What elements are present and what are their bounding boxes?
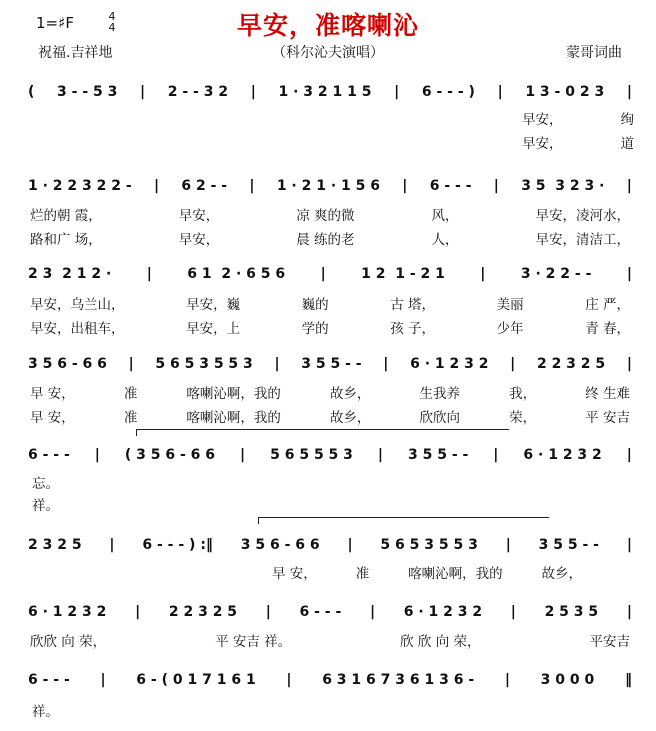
lyric-word: 道 bbox=[620, 136, 634, 152]
barline: | bbox=[626, 266, 632, 282]
barline: | bbox=[135, 604, 141, 620]
lyric-word: 古 塔， bbox=[390, 297, 436, 313]
barline: | bbox=[377, 447, 384, 463]
note-group: 6 1 2 · 6 5 6 bbox=[187, 266, 286, 282]
lyric-word: 早安， bbox=[522, 136, 563, 152]
lyric-word: 风， bbox=[431, 208, 459, 224]
note-group: 6 - - - ) bbox=[421, 84, 475, 100]
barline: | bbox=[626, 537, 632, 553]
notation-line-6 bbox=[28, 537, 632, 553]
lyric-word: 巍的 bbox=[301, 297, 329, 313]
lyric-word: 早安， bbox=[522, 112, 563, 128]
lyric-word: 平安吉 bbox=[589, 634, 630, 650]
barline: | bbox=[140, 84, 146, 100]
lyric-word: 早安，巍 bbox=[186, 297, 241, 313]
note-group: 6 2 - - bbox=[181, 178, 228, 194]
lyric-word: 祥。 bbox=[32, 498, 59, 514]
lyric-line-5-2 bbox=[32, 494, 59, 514]
lyric-word: 早安，乌兰山， bbox=[30, 297, 125, 313]
note-group: 6 - ( 0 1 7 1 6 1 bbox=[136, 672, 256, 688]
lyric-word: 早安，上 bbox=[186, 321, 241, 337]
lyric-line-1-1 bbox=[522, 108, 634, 128]
barline: | bbox=[109, 537, 115, 553]
lyric-word: 我， bbox=[509, 386, 537, 402]
barline: | bbox=[626, 178, 632, 194]
lyric-line-2-1 bbox=[30, 204, 630, 224]
key-signature: 1=♯F bbox=[36, 14, 74, 32]
note-group: 3 5 5 - - bbox=[538, 537, 599, 553]
lyric-word: 早安，出租车， bbox=[30, 321, 125, 337]
volta-bracket-1 bbox=[136, 429, 509, 436]
note-group: 5 6 5 3 5 5 3 bbox=[155, 356, 253, 372]
barline: | bbox=[497, 84, 503, 100]
barline: | bbox=[265, 604, 271, 620]
barline: | bbox=[626, 356, 632, 372]
lyric-word: 孩 子， bbox=[390, 321, 436, 337]
lyric-word: 生我养 bbox=[419, 386, 461, 402]
note-group: 6 3 1 6 7 3 6 1 3 6 - bbox=[322, 672, 475, 688]
lyric-word: 平 安吉 bbox=[585, 410, 630, 426]
lyric-word: 路和广 场， bbox=[30, 232, 102, 248]
note-group: 5 6 5 3 5 5 3 bbox=[380, 537, 478, 553]
notation-line-3 bbox=[28, 266, 632, 282]
lyric-word: 早 安， bbox=[272, 566, 317, 582]
notation-line-7 bbox=[28, 604, 632, 620]
lyric-line-3-2 bbox=[30, 317, 630, 337]
lyric-line-3-1 bbox=[30, 293, 630, 313]
subtitle: 祝福.吉祥地 bbox=[38, 45, 113, 61]
lyric-word: 准 bbox=[355, 566, 370, 582]
song-title: 早安，准喀喇沁 bbox=[236, 11, 419, 40]
note-group: 2 5 3 5 bbox=[544, 604, 599, 620]
barline: | bbox=[250, 84, 256, 100]
barline: | bbox=[100, 672, 106, 688]
note-group: 2 3 2 1 2 · bbox=[28, 266, 112, 282]
barline: | bbox=[394, 84, 400, 100]
barline: | bbox=[128, 356, 134, 372]
lyric-line-4-2 bbox=[30, 406, 630, 426]
barline: | bbox=[320, 266, 326, 282]
lyric-word: 早安， bbox=[178, 208, 220, 224]
lyric-word: 早安，清洁工， bbox=[535, 232, 630, 248]
lyric-word: 早安，凌河水， bbox=[535, 208, 630, 224]
note-group: 1 · 3 2 1 1 5 bbox=[278, 84, 372, 100]
lyric-word: 少年 bbox=[496, 321, 524, 337]
lyric-word: 庄 严， bbox=[585, 297, 630, 313]
lyric-word: 早 安， bbox=[30, 410, 75, 426]
lyric-word: 喀喇沁啊，我的 bbox=[408, 566, 503, 582]
lyric-word: 晨 练的老 bbox=[296, 232, 355, 248]
lyric-word: 准 bbox=[123, 410, 138, 426]
lyric-word: 平 安吉 祥。 bbox=[215, 634, 292, 650]
note-group: ( 3 5 6 - 6 6 bbox=[124, 447, 216, 463]
lyric-word: 喀喇沁啊，我的 bbox=[186, 410, 281, 426]
note-group: 3 5 3 2 3 · bbox=[521, 178, 605, 194]
barline: | bbox=[510, 604, 516, 620]
meter-denominator: 4 bbox=[108, 21, 116, 34]
note-group: 3 5 6 - 6 6 bbox=[28, 356, 107, 372]
note-group: 1 3 - 0 2 3 bbox=[525, 84, 605, 100]
lyric-word: 早安， bbox=[178, 232, 220, 248]
note-group: ( bbox=[28, 84, 35, 100]
volta-bracket-2 bbox=[258, 517, 549, 524]
barline: | bbox=[274, 356, 280, 372]
barline: | bbox=[626, 84, 632, 100]
lyric-line-4-1 bbox=[30, 382, 630, 402]
lyric-word: 终 生难 bbox=[585, 386, 630, 402]
lyric-word: 忘。 bbox=[32, 476, 59, 492]
barline: | bbox=[369, 604, 376, 620]
lyric-word: 荣， bbox=[509, 410, 537, 426]
note-group: 3 5 5 - - bbox=[407, 447, 469, 463]
lyric-word: 早 安， bbox=[30, 386, 75, 402]
lyric-line-1-2 bbox=[522, 132, 634, 152]
barline: | bbox=[347, 537, 353, 553]
lyric-word: 绚 bbox=[620, 112, 634, 128]
note-group: 6 · 1 2 3 2 bbox=[410, 356, 489, 372]
lyric-word: 欣欣向 bbox=[419, 410, 461, 426]
notation-line-4 bbox=[28, 356, 632, 372]
note-group: 2 2 3 2 5 bbox=[168, 604, 238, 620]
time-signature bbox=[106, 11, 118, 33]
lyric-line-8-1 bbox=[32, 700, 59, 720]
lyric-word: 准 bbox=[123, 386, 138, 402]
barline: | bbox=[504, 672, 510, 688]
barline: | bbox=[510, 356, 516, 372]
lyric-word: 祥。 bbox=[32, 704, 59, 720]
note-group: 5 6 5 5 5 3 bbox=[270, 447, 353, 463]
barline: | bbox=[493, 447, 499, 463]
note-group: 6 - - - bbox=[429, 178, 472, 194]
lyric-word: 故乡， bbox=[329, 410, 371, 426]
barline: | bbox=[383, 356, 389, 372]
lyric-word: 故乡， bbox=[329, 386, 371, 402]
notation-line-1 bbox=[28, 84, 632, 100]
lyric-line-6-1 bbox=[272, 562, 582, 582]
lyric-word: 学的 bbox=[301, 321, 329, 337]
lyric-line-5-1 bbox=[32, 472, 59, 492]
note-group: 1 · 2 2 3 2 2 - bbox=[28, 178, 132, 194]
lyric-word: 烂的朝 霞， bbox=[30, 208, 102, 224]
note-group: 6 · 1 2 3 2 bbox=[523, 447, 602, 463]
note-group: 1 · 2 1 · 1 5 6 bbox=[276, 178, 381, 194]
barline: | bbox=[146, 266, 152, 282]
note-group: 6 · 1 2 3 2 bbox=[403, 604, 483, 620]
barline: | bbox=[249, 178, 255, 194]
note-group: 2 3 2 5 bbox=[28, 537, 82, 553]
notation-line-2 bbox=[28, 178, 632, 194]
meter-numerator: 4 bbox=[108, 10, 116, 23]
lyric-word: 欣 欣 向 荣， bbox=[400, 634, 481, 650]
note-group: 6 - - - bbox=[28, 672, 70, 688]
lyric-word: 青 春， bbox=[585, 321, 630, 337]
note-group: 6 - - - bbox=[299, 604, 342, 620]
credit: 蒙哥词曲 bbox=[566, 45, 622, 61]
lyric-word: 美丽 bbox=[496, 297, 524, 313]
lyric-line-2-2 bbox=[30, 228, 630, 248]
barline: | bbox=[240, 447, 246, 463]
lyric-word: 故乡， bbox=[541, 566, 582, 582]
note-group: 3 - - 5 3 bbox=[57, 84, 118, 100]
barline: | bbox=[493, 178, 499, 194]
note-group: 3 5 5 - - bbox=[301, 356, 362, 372]
note-group: 1 2 1 - 2 1 bbox=[361, 266, 445, 282]
barline: | bbox=[402, 178, 408, 194]
notation-line-5 bbox=[28, 447, 632, 463]
note-group: 3 5 6 - 6 6 bbox=[240, 537, 320, 553]
barline: | bbox=[94, 447, 100, 463]
note-group: 6 - - - bbox=[28, 447, 70, 463]
notation-line-8 bbox=[28, 672, 632, 688]
barline: | bbox=[286, 672, 292, 688]
lyric-word: 人， bbox=[431, 232, 459, 248]
note-group: 2 2 3 2 5 bbox=[536, 356, 606, 372]
barline: | bbox=[480, 266, 486, 282]
note-group: 6 - - - ) :‖ bbox=[142, 537, 213, 553]
performer: （科尔沁夫演唱） bbox=[272, 45, 384, 61]
lyric-word: 喀喇沁啊，我的 bbox=[186, 386, 281, 402]
barline: | bbox=[626, 447, 632, 463]
note-group: 2 - - 3 2 bbox=[167, 84, 229, 100]
note-group: 3 0 0 0 bbox=[540, 672, 595, 688]
barline: | bbox=[153, 178, 160, 194]
barline: | bbox=[626, 604, 632, 620]
barline: ‖ bbox=[624, 672, 632, 688]
note-group: 6 · 1 2 3 2 bbox=[28, 604, 107, 620]
barline: | bbox=[505, 537, 511, 553]
lyric-word: 凉 爽的微 bbox=[296, 208, 355, 224]
lyric-word: 欣欣 向 荣， bbox=[30, 634, 107, 650]
note-group: 3 · 2 2 - - bbox=[520, 266, 592, 282]
lyric-line-7-1 bbox=[30, 630, 630, 650]
